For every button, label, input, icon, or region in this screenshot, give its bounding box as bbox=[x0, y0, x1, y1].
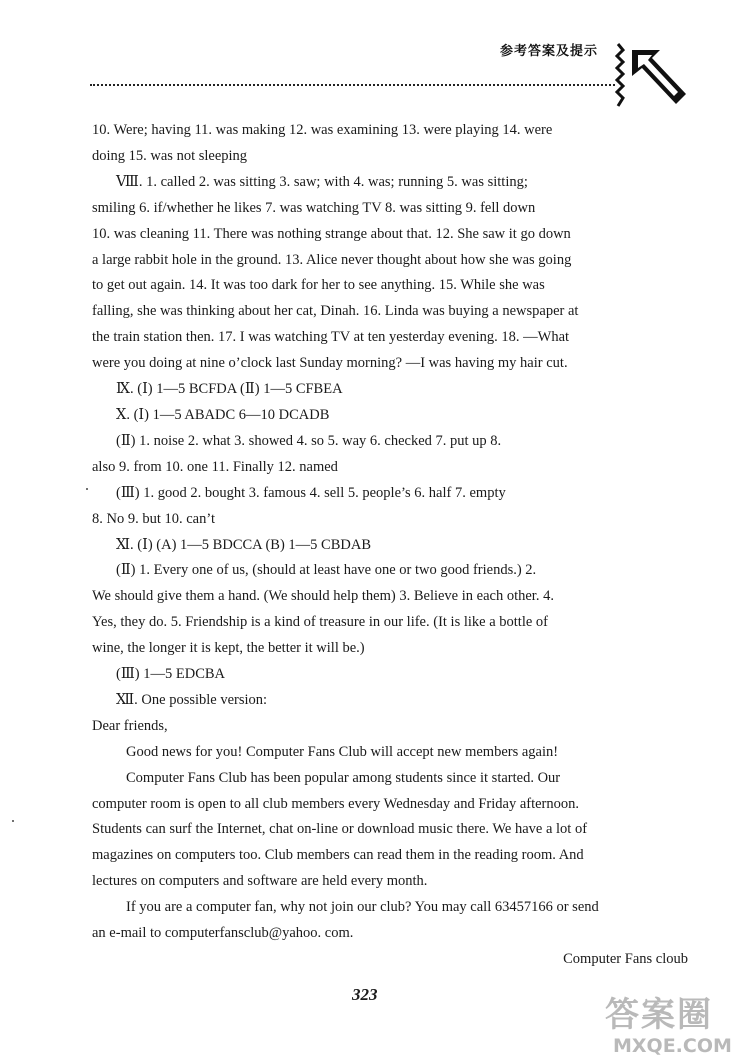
answer-line: were you doing at nine o’clock last Sunday morning? —I was having my hair cut. bbox=[92, 355, 568, 372]
letter-line: lectures on computers and software are held every month. bbox=[92, 873, 428, 890]
letter-paragraph: Good news for you! Computer Fans Club will accept new members again! bbox=[126, 743, 559, 760]
letter-paragraph: If you are a computer fan, why not join our club? You may call 63457166 or send bbox=[126, 899, 599, 916]
answer-line: falling, she was thinking about her cat, Dinah. 16. Linda was buying a newspaper at bbox=[92, 303, 579, 320]
answer-line: to get out again. 14. It was too dark for her to see anything. 15. While she was bbox=[92, 277, 545, 294]
answer-line: smiling 6. if/whether he likes 7. was watching TV 8. was sitting 9. fell down bbox=[92, 199, 536, 216]
watermark bbox=[605, 995, 732, 1057]
letter-line: magazines on computers too. Club members can read them in the reading room. And bbox=[92, 847, 584, 864]
letter-salutation: Dear friends, bbox=[92, 717, 168, 734]
scan-speck bbox=[12, 820, 14, 822]
watermark-url: MXQE.COM bbox=[613, 1035, 732, 1057]
section-viii-line: Ⅷ. 1. called 2. was sitting 3. saw; with 4. was; running 5. was sitting; bbox=[116, 173, 528, 190]
section-xi-line: Ⅺ. (Ⅰ) (A) 1—5 BDCCA (B) 1—5 CBDAB bbox=[116, 536, 372, 553]
header-dotted-rule bbox=[90, 84, 615, 86]
section-x-line: Ⅹ. (Ⅰ) 1—5 ABADC 6—10 DCADB bbox=[116, 406, 330, 423]
answer-line: also 9. from 10. one 11. Finally 12. named bbox=[92, 458, 338, 475]
page-number: 323 bbox=[352, 985, 378, 1004]
answer-line: (Ⅲ) 1. good 2. bought 3. famous 4. sell 5. people’s 6. half 7. empty bbox=[116, 484, 506, 501]
section-xii-line: Ⅻ. One possible version: bbox=[116, 691, 268, 708]
letter-signature: Computer Fans cloub bbox=[563, 951, 688, 967]
letter-line: computer room is open to all club members every Wednesday and Friday afternoon. bbox=[92, 795, 579, 812]
section-ix-line: Ⅸ. (Ⅰ) 1—5 BCFDA (Ⅱ) 1—5 CFBEA bbox=[116, 381, 343, 398]
header-title: 参考答案及提示 bbox=[500, 44, 599, 59]
answer-line: doing 15. was not sleeping bbox=[92, 147, 248, 164]
answer-line: We should give them a hand. (We should help them) 3. Believe in each other. 4. bbox=[92, 588, 554, 605]
answer-line: Yes, they do. 5. Friendship is a kind of treasure in our life. (It is like a bottle of bbox=[92, 614, 549, 631]
letter-line: an e-mail to computerfansclub@yahoo. com. bbox=[92, 925, 354, 942]
answer-line: a large rabbit hole in the ground. 13. Alice never thought about how she was going bbox=[92, 251, 572, 268]
answer-line: (Ⅱ) 1. noise 2. what 3. showed 4. so 5. way 6. checked 7. put up 8. bbox=[116, 432, 502, 449]
watermark-title: 答案圈 bbox=[605, 995, 713, 1035]
answer-line: 10. was cleaning 11. There was nothing strange about that. 12. She saw it go down bbox=[92, 225, 571, 242]
answer-line: (Ⅲ) 1—5 EDCBA bbox=[116, 666, 226, 683]
answer-line: 10. Were; having 11. was making 12. was examining 13. were playing 14. were bbox=[92, 122, 553, 138]
answer-line: the train station then. 17. I was watching TV at ten yesterday evening. 18. —What bbox=[92, 329, 570, 346]
answer-line: (Ⅱ) 1. Every one of us, (should at least have one or two good friends.) 2. bbox=[116, 562, 537, 579]
answer-content bbox=[92, 118, 688, 973]
answer-line: wine, the longer it is kept, the better it will be.) bbox=[92, 640, 365, 657]
arrow-icon bbox=[614, 42, 692, 110]
letter-paragraph: Computer Fans Club has been popular among students since it started. Our bbox=[126, 769, 561, 786]
letter-line: Students can surf the Internet, chat on-line or download music there. We have a lot of bbox=[92, 821, 588, 838]
scan-speck bbox=[86, 488, 88, 490]
answer-line: 8. No 9. but 10. can’t bbox=[92, 510, 215, 527]
